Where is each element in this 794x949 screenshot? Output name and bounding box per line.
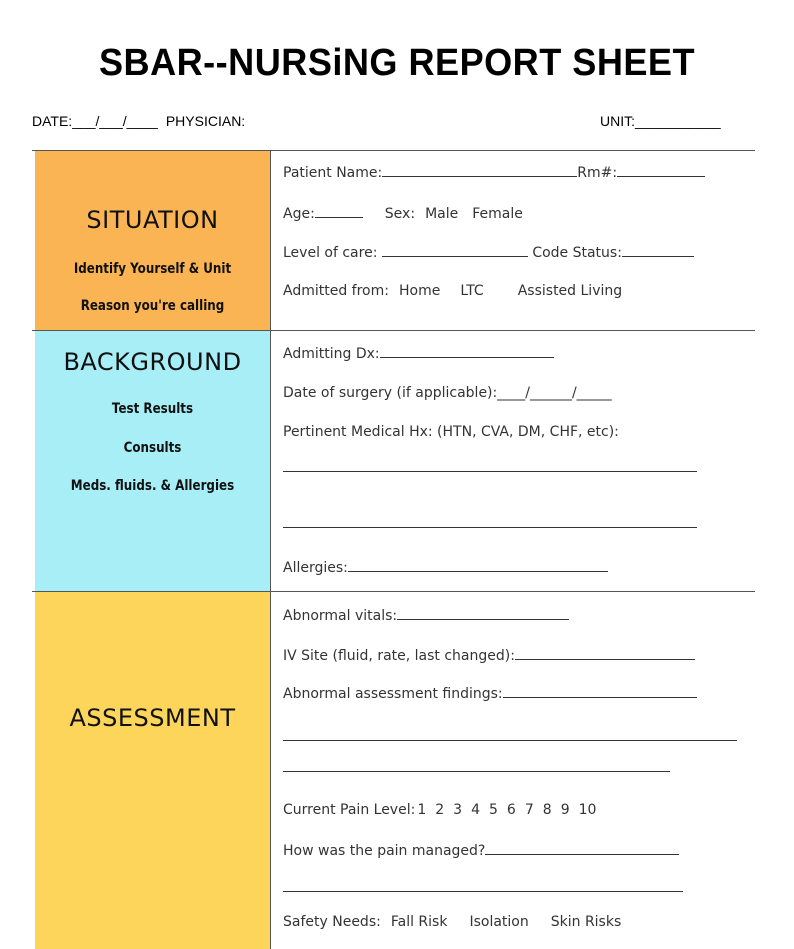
patient-name-row — [283, 164, 705, 181]
sex-option-male[interactable]: Male — [425, 206, 459, 222]
rm-input[interactable] — [617, 164, 705, 177]
surgery-date-label: Date of surgery (if applicable): — [283, 385, 498, 401]
abnormal-findings-row — [283, 685, 697, 702]
admitting-dx-label: Admitting Dx: — [283, 346, 380, 362]
patient-name-input[interactable] — [382, 164, 577, 177]
pain-level-option[interactable]: 8 — [542, 802, 552, 818]
safety-option-fall-risk[interactable]: Fall Risk — [390, 914, 448, 930]
sex-label: Sex: — [384, 206, 416, 222]
iv-site-row — [283, 647, 695, 664]
assessment-panel — [35, 592, 270, 949]
safety-needs-label: Safety Needs: — [283, 914, 381, 930]
surgery-date-input[interactable]: ____/______/_____ — [497, 385, 612, 401]
age-label: Age: — [283, 206, 315, 222]
age-sex-row — [283, 205, 523, 222]
admitting-dx-row — [283, 345, 554, 362]
pain-level-row — [283, 802, 596, 818]
admitted-from-label: Admitted from: — [283, 283, 389, 299]
code-status-label: Code Status: — [532, 245, 622, 261]
code-status-input[interactable] — [622, 244, 694, 257]
safety-option-isolation[interactable]: Isolation — [469, 914, 529, 930]
patient-name-label: Patient Name: — [283, 165, 383, 181]
pain-managed-input[interactable] — [485, 842, 679, 855]
admitted-option-assisted-living[interactable]: Assisted Living — [517, 283, 623, 299]
level-of-care-input[interactable] — [382, 244, 528, 257]
pain-managed-line[interactable] — [283, 891, 683, 892]
abnormal-findings-input[interactable] — [503, 685, 697, 698]
background-subtitle: Consults — [123, 440, 182, 456]
situation-subtitle: Reason you're calling — [80, 298, 225, 314]
admitted-option-home[interactable]: Home — [398, 283, 441, 299]
pain-level-option[interactable]: 4 — [471, 802, 480, 818]
abnormal-vitals-row — [283, 607, 569, 624]
pain-level-option[interactable]: 5 — [489, 802, 498, 818]
medical-hx-line-1[interactable] — [283, 471, 697, 472]
abnormal-vitals-label: Abnormal vitals: — [283, 608, 398, 624]
abnormal-vitals-input[interactable] — [397, 607, 569, 620]
abnormal-findings-label: Abnormal assessment findings: — [283, 686, 503, 702]
pain-managed-label: How was the pain managed? — [283, 843, 486, 859]
level-of-care-row — [283, 244, 694, 261]
situation-subtitle: Identify Yourself & Unit — [73, 261, 232, 277]
physician-field[interactable]: PHYSICIAN: — [165, 113, 246, 129]
iv-site-input[interactable] — [515, 647, 695, 660]
pain-level-option[interactable]: 7 — [524, 802, 534, 818]
date-field[interactable]: DATE:___/___/____ — [32, 113, 158, 129]
iv-site-label: IV Site (fluid, rate, last changed): — [283, 648, 515, 664]
background-title: BACKGROUND — [63, 348, 242, 376]
medical-hx-label: Pertinent Medical Hx: (HTN, CVA, DM, CHF, etc): — [283, 424, 619, 440]
pain-managed-row — [283, 842, 679, 859]
background-subtitle: Test Results — [111, 401, 194, 417]
background-panel — [35, 331, 270, 591]
pain-level-option[interactable]: 9 — [560, 802, 570, 818]
background-subtitle: Meds. fluids. & Allergies — [70, 478, 235, 494]
situation-title: SITUATION — [86, 206, 219, 234]
admitting-dx-input[interactable] — [380, 345, 554, 358]
sex-option-female[interactable]: Female — [472, 206, 523, 222]
unit-field[interactable]: UNIT:___________ — [600, 113, 721, 129]
pain-scale — [415, 802, 596, 818]
admitted-from-row — [283, 283, 622, 299]
abnormal-findings-line-2[interactable] — [283, 771, 670, 772]
header-date-physician — [32, 113, 245, 129]
level-of-care-label: Level of care: — [283, 245, 378, 261]
medical-hx-line-2[interactable] — [283, 527, 697, 528]
rm-label: Rm#: — [577, 165, 618, 181]
allergies-row — [283, 559, 608, 576]
allergies-input[interactable] — [348, 559, 608, 572]
pain-level-option[interactable]: 6 — [506, 802, 516, 818]
pain-level-option[interactable]: 3 — [453, 802, 463, 818]
column-divider — [270, 150, 271, 949]
situation-panel — [35, 151, 270, 330]
pain-level-option[interactable]: 1 — [417, 802, 427, 818]
surgery-date-row — [283, 385, 612, 401]
assessment-title: ASSESSMENT — [69, 704, 236, 732]
admitted-option-ltc[interactable]: LTC — [460, 283, 484, 299]
safety-needs-row — [283, 914, 621, 930]
pain-level-option[interactable]: 2 — [435, 802, 445, 818]
allergies-label: Allergies: — [283, 560, 348, 576]
pain-level-label: Current Pain Level: — [283, 802, 416, 818]
safety-option-skin-risks[interactable]: Skin Risks — [550, 914, 622, 930]
pain-level-option[interactable]: 10 — [578, 802, 597, 818]
abnormal-findings-line-1[interactable] — [283, 740, 737, 741]
age-input[interactable] — [315, 205, 363, 218]
page-title: SBAR--NURSiNG REPORT SHEET — [98, 42, 696, 84]
